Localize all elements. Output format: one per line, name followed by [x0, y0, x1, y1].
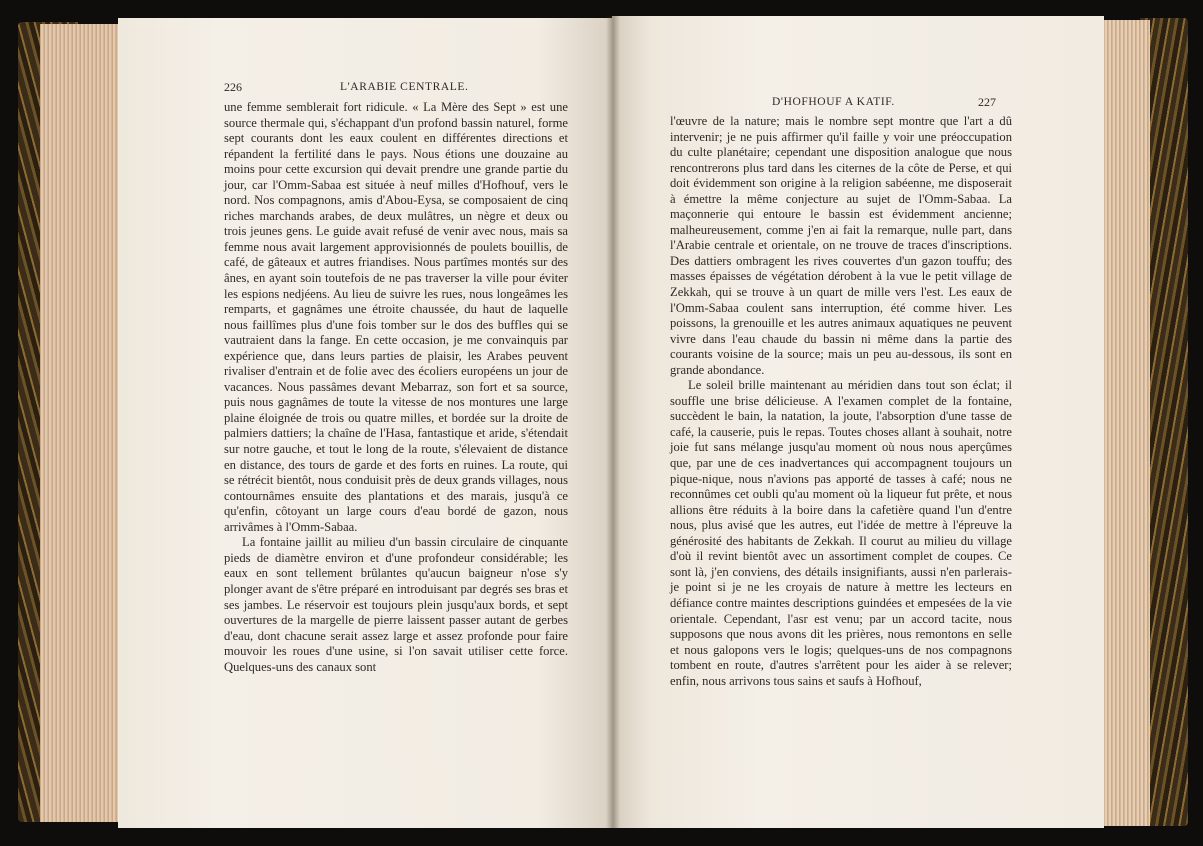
- right-page-text: [670, 114, 1012, 689]
- right-page: [612, 16, 1104, 828]
- left-paragraph-2: La fontaine jaillit au milieu d'un bassin circulaire de cinquante pieds de diamètre environ et d'une profondeur considérable; les eaux en sont tellement brûlantes qu'aucun baigneur n'ose s'y plonger avant de s'être préparé en introduisant par degrés ses bras et ses jambes. Le réservoir est toujours plein jusqu'aux bords, et sept ouvertures de la margelle de pierre laissent passer autant de gerbes d'eau, dont chacune serait assez large et assez profonde pour faire mouvoir les roues d'une usine, si l'on savait utiliser cette force. Quelques-uns des canaux sont: [224, 535, 568, 674]
- left-page-stack: [40, 24, 122, 822]
- left-paragraph-1: une femme semblerait fort ridicule. « La Mère des Sept » est une source thermale qui, s'échappant d'un profond bassin naturel, forme sept courants dont les eaux coulent en différentes directions et répandent la fertilité dans le pays. Nous étions une douzaine au moins pour cette excursion qui devait prendre une grande partie du jour, car l'Omm-Sabaa est située à neuf milles d'Hofhouf, vers le nord. Nos compagnons, amis d'Abou-Eysa, se composaient de cinq riches marchands arabes, de deux mulâtres, un nègre et deux ou trois jeunes gens. Le guide avait refusé de venir avec nous, mais sa femme nous avait largement approvisionnés de poulets bouillis, de café, de gâteaux et autres friandises. Nous partîmes montés sur des ânes, en ayant soin toutefois de ne pas traverser la ville pour éviter les espions nedjéens. Au lieu de suivre les rues, nous longeâmes les remparts, et gagnâmes une étroite chaussée, du haut de laquelle nous faillîmes plus d'une fois tomber sur le dos des buffles qui se vautraient dans la fange. En cette occasion, je me convainquis par expérience que, dans leurs parties de plaisir, les Arabes peuvent rivaliser d'entrain et de folie avec des écoliers européens un jour de vacances. Nous passâmes devant Mebarraz, son fort et sa source, puis nous gagnâmes de toute la vitesse de nos montures une large plaine éloignée de trois ou quatre milles, et bordée sur la droite de palmiers dattiers; la chaîne de l'Hasa, fantastique et aride, s'étendait sur notre gauche, et tout le long de la route, s'élevaient de distance en distance, des tours de garde et des forts en ruines. La route, qui se rétrécit bientôt, nous conduisit près de deux grands villages, nous contournâmes ensuite des plantations et des marais, jusqu'à ce qu'enfin, côtoyant un large cours d'eau bordé de gazon, nous arrivâmes à l'Omm-Sabaa.: [224, 100, 568, 534]
- right-paragraph-2: Le soleil brille maintenant au méridien dans tout son éclat; il souffle une brise délicieuse. A l'examen complet de la fontaine, succèdent le bain, la natation, la joute, l'absorption d'une tasse de café, la causerie, puis le repas. Toutes choses allant à souhait, notre joie fut sans mélange jusqu'au moment où nous nous aperçûmes que, par une de ces inadvertances qui accompagnent toujours un pique-nique, nous n'avions pas apporté de tasses à café; nous ne reconnûmes cet oubli qu'au moment où la liqueur fut prête, et nous allions être réduits à la boire dans la cafetière quand l'un d'entre nous, plus avisé que les autres, eut l'idée de mettre à l'épreuve la générosité des habitants de Zekkah. Il courut au milieu du village d'où il revint bientôt avec un assortiment complet de coupes. Ce sont là, j'en conviens, des détails insignifiants, aussi n'en parlerais-je point si je ne les croyais de nature à mettre les lecteurs en défiance contre maintes descriptions guindées et empesées de la vie orientale. Cependant, l'asr est venu; par un accord tacite, nous supposons que nous avons dit les prières, nous remontons en selle et nous galopons vers le logis; quelques-uns de nos compagnons tombent en route, d'autres s'arrêtent pour les aider à se relever; enfin, nous arrivons tous sains et saufs à Hofhouf,: [670, 378, 1012, 688]
- right-paragraph-1: l'œuvre de la nature; mais le nombre sept montre que l'art a dû intervenir; je ne puis affirmer qu'il faille y voir une préoccupation du culte planétaire; cependant une disposition analogue que nous rencontrerons plus tard dans les citernes de la côte de Perse, et qui doit évidemment son origine à la religion sabéenne, me disposerait à émettre la même conjecture au sujet de l'Omm-Sabaa. La maçonnerie qui entoure le bassin est évidemment ancienne; malheureusement, comme j'en ai fait la remarque, nulle part, dans l'Arabie centrale et orientale, on ne trouve de traces d'inscriptions. Des dattiers ombragent les rives couvertes d'un gazon touffu; des masses épaisses de végétation dérobent à la vue le petit village de Zekkah, qui se trouve à un quart de mille vers l'est. Les eaux de l'Omm-Sabaa coulent sans interruption, été comme hiver. Les poissons, la grenouille et les autres animaux aquatiques ne peuvent vivre dans l'eau chaude du bassin ni même dans la partie des courants voisine de la source; mais un peu au-dessous, ils sont en grande abondance.: [670, 114, 1012, 377]
- book-gutter: [606, 16, 620, 828]
- left-page: [118, 18, 612, 828]
- right-running-head: D'HOFHOUF A KATIF.: [772, 96, 895, 108]
- left-running-head: L'ARABIE CENTRALE.: [340, 81, 469, 93]
- right-page-number: 227: [978, 95, 996, 109]
- left-page-number: 226: [224, 80, 242, 94]
- right-page-stack: [1100, 20, 1150, 826]
- left-page-text: [224, 100, 568, 675]
